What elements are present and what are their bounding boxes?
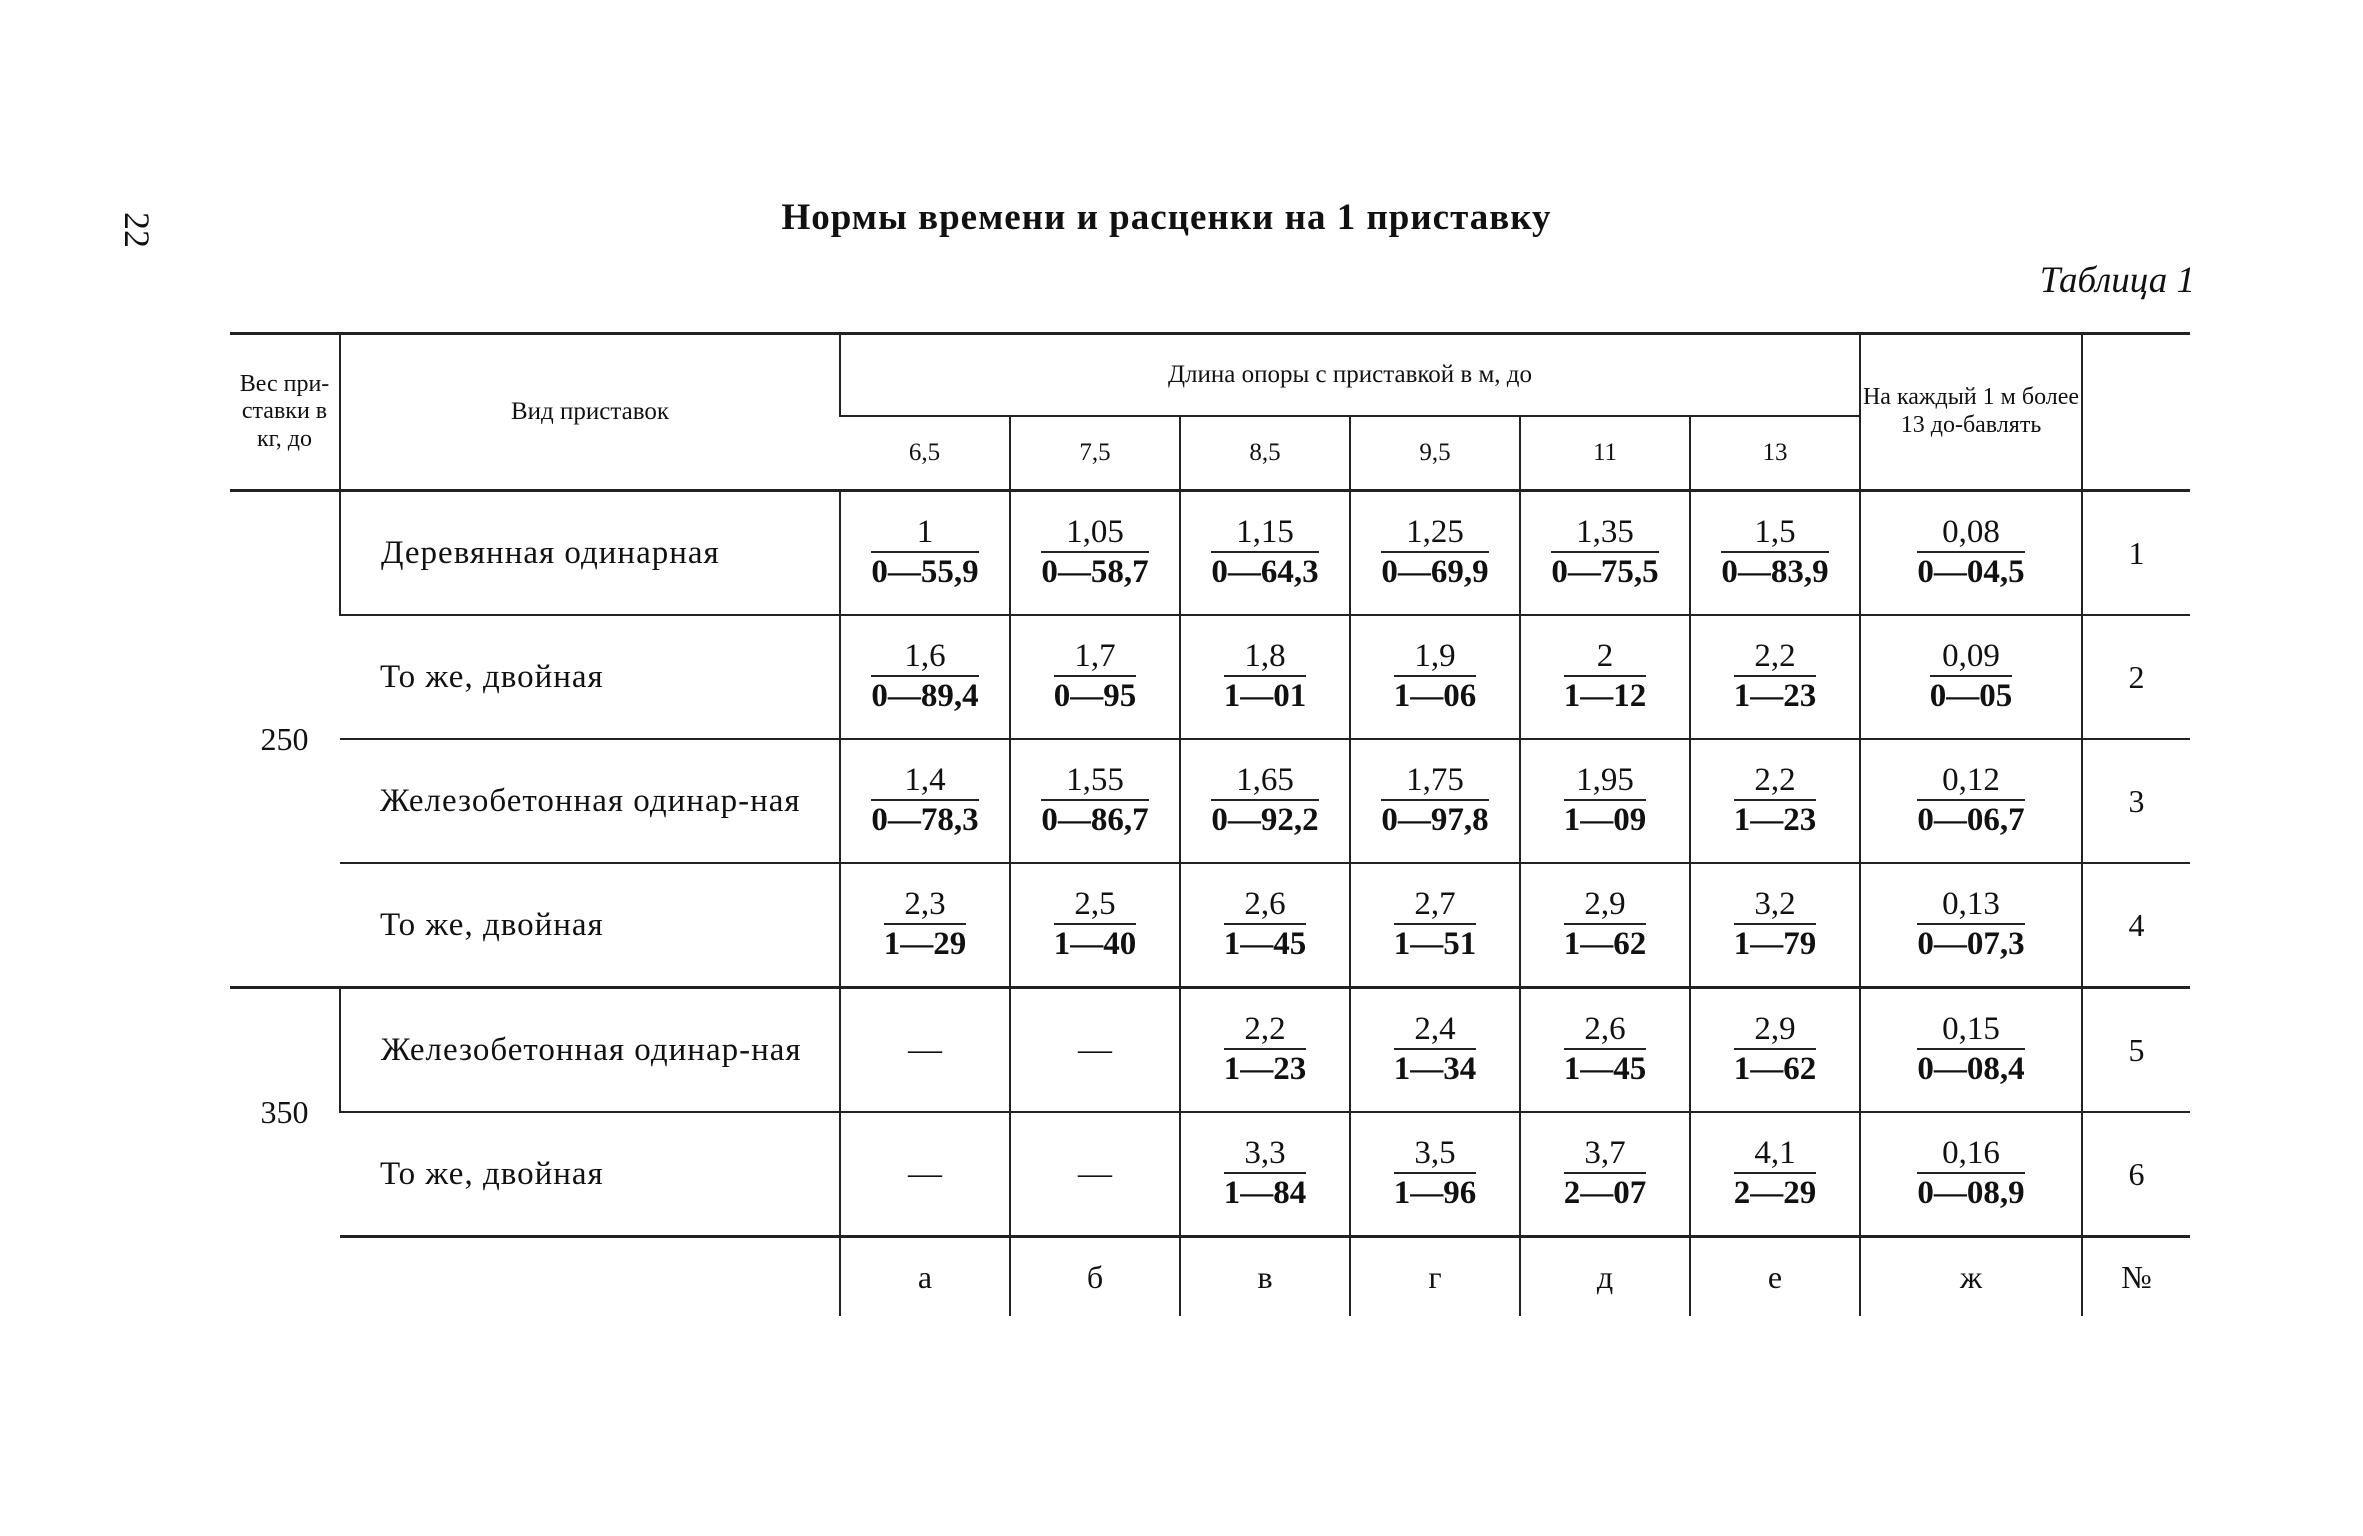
header-kind: Вид приставок	[340, 334, 840, 491]
rate-value: 0—97,8	[1381, 802, 1489, 838]
value-cell	[1690, 988, 1860, 1113]
empty-dash: —	[1078, 1031, 1112, 1068]
time-norm: 4,1	[1734, 1137, 1817, 1174]
rate-value: 2—07	[1563, 1175, 1647, 1211]
value-cell	[840, 988, 1010, 1113]
time-norm: 1	[871, 516, 978, 553]
row-number: 1	[2082, 491, 2190, 616]
norm-rate-fraction	[1551, 516, 1658, 589]
header-length: 8,5	[1180, 416, 1350, 491]
norm-rate-fraction	[1734, 1013, 1817, 1086]
value-cell	[1860, 491, 2082, 616]
column-letter: е	[1690, 1237, 1860, 1317]
value-cell	[840, 615, 1010, 739]
norm-rate-fraction	[1224, 640, 1307, 713]
value-cell	[840, 1112, 1010, 1237]
time-norm: 1,35	[1551, 516, 1658, 553]
norm-rate-fraction	[871, 516, 978, 589]
time-norm: 3,7	[1564, 1137, 1647, 1174]
row-number: 6	[2082, 1112, 2190, 1237]
weight-cell: 250	[230, 491, 340, 988]
rate-value: 0—83,9	[1721, 554, 1829, 590]
column-letter: д	[1520, 1237, 1690, 1317]
time-norm: 2,3	[884, 888, 967, 925]
norm-rate-fraction	[1211, 516, 1318, 589]
row-number: 5	[2082, 988, 2190, 1113]
value-cell	[840, 739, 1010, 863]
time-norm: 2,4	[1394, 1013, 1477, 1050]
value-cell	[1180, 863, 1350, 988]
rate-value: 1—45	[1563, 1051, 1647, 1087]
value-cell	[840, 863, 1010, 988]
norm-rate-fraction	[1224, 1137, 1307, 1210]
time-norm: 2	[1564, 640, 1647, 677]
empty-dash: —	[908, 1031, 942, 1068]
time-norm: 0,09	[1930, 640, 2013, 677]
time-norm: 3,3	[1224, 1137, 1307, 1174]
rate-value: 1—23	[1733, 678, 1817, 714]
header-weight: Вес при-ставки в кг, до	[230, 334, 340, 491]
time-norm: 3,2	[1734, 888, 1817, 925]
header-length: 6,5	[908, 438, 941, 466]
rate-value: 0—05	[1929, 678, 2013, 714]
time-norm: 1,15	[1211, 516, 1318, 553]
column-letter: г	[1350, 1237, 1520, 1317]
header-length: 7,5	[1010, 416, 1180, 491]
value-cell	[1010, 491, 1180, 616]
rate-value: 1—45	[1223, 926, 1307, 962]
time-norm: 2,7	[1394, 888, 1477, 925]
time-norm: 2,9	[1564, 888, 1647, 925]
norms-table	[230, 332, 2190, 1316]
row-number: 2	[2082, 615, 2190, 739]
time-norm: 0,16	[1917, 1137, 2024, 1174]
time-norm: 1,4	[871, 764, 978, 801]
time-norm: 1,6	[871, 640, 978, 677]
value-cell	[1350, 491, 1520, 616]
kind-cell: Железобетонная одинар-ная	[340, 988, 840, 1113]
value-cell	[1010, 988, 1180, 1113]
norm-rate-fraction	[1224, 888, 1307, 961]
rate-value: 0—89,4	[871, 678, 979, 714]
norm-rate-fraction	[1041, 516, 1148, 589]
norm-rate-fraction	[1041, 764, 1148, 837]
time-norm: 1,05	[1041, 516, 1148, 553]
time-norm: 2,6	[1564, 1013, 1647, 1050]
norm-rate-fraction	[1394, 1013, 1477, 1086]
page-number: 22	[117, 212, 157, 248]
norm-rate-fraction	[1394, 888, 1477, 961]
norm-rate-fraction	[1930, 640, 2013, 713]
value-cell	[1350, 1112, 1520, 1237]
rate-value: 0—08,4	[1917, 1051, 2025, 1087]
kind-cell: Железобетонная одинар-ная	[340, 739, 840, 863]
value-cell	[1690, 739, 1860, 863]
kind-cell: То же, двойная	[340, 1112, 840, 1237]
rate-value: 0—75,5	[1551, 554, 1659, 590]
time-norm: 2,2	[1224, 1013, 1307, 1050]
rate-value: 1—79	[1733, 926, 1817, 962]
norm-rate-fraction	[1394, 640, 1477, 713]
rate-value: 1—09	[1563, 802, 1647, 838]
value-cell	[1520, 988, 1690, 1113]
time-norm: 1,5	[1721, 516, 1828, 553]
table-row	[230, 739, 2190, 863]
norm-rate-fraction	[1564, 1013, 1647, 1086]
norm-rate-fraction	[1054, 888, 1137, 961]
norm-rate-fraction	[1721, 516, 1828, 589]
table-row	[230, 615, 2190, 739]
value-cell	[1350, 739, 1520, 863]
rate-value: 1—12	[1563, 678, 1647, 714]
rate-value: 1—06	[1393, 678, 1477, 714]
norm-rate-fraction	[1734, 1137, 1817, 1210]
header-length-group: Длина опоры с приставкой в м, до	[840, 334, 1860, 417]
value-cell	[1350, 988, 1520, 1113]
time-norm: 1,95	[1564, 764, 1647, 801]
norm-rate-fraction	[1564, 1137, 1647, 1210]
rate-value: 0—55,9	[871, 554, 979, 590]
time-norm: 0,13	[1917, 888, 2024, 925]
time-norm: 0,08	[1917, 516, 2024, 553]
norm-rate-fraction	[1734, 888, 1817, 961]
norm-rate-fraction	[884, 888, 967, 961]
norm-rate-fraction	[1917, 764, 2024, 837]
value-cell	[1180, 739, 1350, 863]
rate-value: 0—64,3	[1211, 554, 1319, 590]
norm-rate-fraction	[1564, 764, 1647, 837]
kind-cell: То же, двойная	[340, 615, 840, 739]
value-cell	[1010, 1112, 1180, 1237]
norm-rate-fraction	[1734, 640, 1817, 713]
norm-rate-fraction	[1917, 516, 2024, 589]
rate-value: 0—92,2	[1211, 802, 1319, 838]
time-norm: 1,7	[1054, 640, 1137, 677]
rate-value: 1—62	[1733, 1051, 1817, 1087]
value-cell	[1860, 615, 2082, 739]
rate-value: 1—84	[1223, 1175, 1307, 1211]
rate-value: 1—29	[883, 926, 967, 962]
value-cell	[1180, 1112, 1350, 1237]
time-norm: 3,5	[1394, 1137, 1477, 1174]
rate-value: 0—78,3	[871, 802, 979, 838]
time-norm: 1,25	[1381, 516, 1488, 553]
column-letter: №	[2082, 1237, 2190, 1317]
value-cell	[1520, 615, 1690, 739]
time-norm: 0,12	[1917, 764, 2024, 801]
time-norm: 1,65	[1211, 764, 1318, 801]
table-row	[230, 1112, 2190, 1237]
kind-cell: То же, двойная	[340, 863, 840, 988]
rate-value: 1—62	[1563, 926, 1647, 962]
column-letter: ж	[1860, 1237, 2082, 1317]
rate-value: 0—07,3	[1917, 926, 2025, 962]
norm-rate-fraction	[871, 764, 978, 837]
value-cell	[1520, 491, 1690, 616]
value-cell	[1690, 491, 1860, 616]
norm-rate-fraction	[1381, 764, 1488, 837]
rate-value: 0—04,5	[1917, 554, 2025, 590]
rate-value: 0—86,7	[1041, 802, 1149, 838]
norm-rate-fraction	[1917, 1137, 2024, 1210]
value-cell	[840, 491, 1010, 616]
rate-value: 0—06,7	[1917, 802, 2025, 838]
rate-value: 1—34	[1393, 1051, 1477, 1087]
column-letter: в	[1180, 1237, 1350, 1317]
table-row	[230, 863, 2190, 988]
table-row	[230, 491, 2190, 616]
time-norm: 2,5	[1054, 888, 1137, 925]
header-extra: На каждый 1 м более 13 до-бавлять	[1860, 334, 2082, 491]
value-cell	[1860, 988, 2082, 1113]
value-cell	[1350, 615, 1520, 739]
norm-rate-fraction	[1734, 764, 1817, 837]
rate-value: 0—95	[1053, 678, 1137, 714]
rate-value: 0—08,9	[1917, 1175, 2025, 1211]
value-cell	[1520, 863, 1690, 988]
weight-cell: 350	[230, 988, 340, 1237]
value-cell	[1690, 615, 1860, 739]
norm-rate-fraction	[1381, 516, 1488, 589]
header-number	[2082, 334, 2190, 491]
time-norm: 1,55	[1041, 764, 1148, 801]
time-norm: 1,8	[1224, 640, 1307, 677]
time-norm: 0,15	[1917, 1013, 2024, 1050]
norm-rate-fraction	[1917, 1013, 2024, 1086]
norm-rate-fraction	[1054, 640, 1137, 713]
value-cell	[1350, 863, 1520, 988]
value-cell	[1010, 615, 1180, 739]
norm-rate-fraction	[1224, 1013, 1307, 1086]
value-cell	[1860, 1112, 2082, 1237]
norm-rate-fraction	[1564, 640, 1647, 713]
column-letters-row	[230, 1237, 2190, 1317]
rate-value: 0—58,7	[1041, 554, 1149, 590]
norm-rate-fraction	[1917, 888, 2024, 961]
norm-rate-fraction	[1394, 1137, 1477, 1210]
page-title: Нормы времени и расценки на 1 приставку	[781, 197, 1552, 238]
rate-value: 2—29	[1733, 1175, 1817, 1211]
value-cell	[1010, 863, 1180, 988]
rate-value: 1—23	[1223, 1051, 1307, 1087]
header-length: 11	[1520, 416, 1690, 491]
norm-rate-fraction	[871, 640, 978, 713]
value-cell	[1860, 863, 2082, 988]
time-norm: 1,9	[1394, 640, 1477, 677]
value-cell	[1690, 863, 1860, 988]
table-row	[230, 988, 2190, 1113]
rate-value: 1—40	[1053, 926, 1137, 962]
column-letter: б	[1010, 1237, 1180, 1317]
column-letter: а	[840, 1237, 1010, 1317]
table-caption: Таблица 1	[2039, 260, 2195, 301]
rate-value: 0—69,9	[1381, 554, 1489, 590]
rate-value: 1—01	[1223, 678, 1307, 714]
value-cell	[1010, 739, 1180, 863]
header-length: 13	[1690, 416, 1860, 491]
norm-rate-fraction	[1211, 764, 1318, 837]
time-norm: 2,2	[1734, 640, 1817, 677]
time-norm: 1,75	[1381, 764, 1488, 801]
letters-spacer	[230, 1237, 840, 1317]
value-cell	[1180, 615, 1350, 739]
row-number: 4	[2082, 863, 2190, 988]
value-cell	[1180, 988, 1350, 1113]
value-cell	[1860, 739, 2082, 863]
time-norm: 2,9	[1734, 1013, 1817, 1050]
norm-rate-fraction	[1564, 888, 1647, 961]
rate-value: 1—96	[1393, 1175, 1477, 1211]
row-number: 3	[2082, 739, 2190, 863]
value-cell	[1520, 739, 1690, 863]
value-cell	[1520, 1112, 1690, 1237]
value-cell	[1180, 491, 1350, 616]
value-cell	[1690, 1112, 1860, 1237]
time-norm: 2,2	[1734, 764, 1817, 801]
rate-value: 1—51	[1393, 926, 1477, 962]
rate-value: 1—23	[1733, 802, 1817, 838]
kind-cell: Деревянная одинарная	[340, 491, 840, 616]
time-norm: 2,6	[1224, 888, 1307, 925]
header-length: 9,5	[1350, 416, 1520, 491]
empty-dash: —	[1078, 1155, 1112, 1192]
empty-dash: —	[908, 1155, 942, 1192]
